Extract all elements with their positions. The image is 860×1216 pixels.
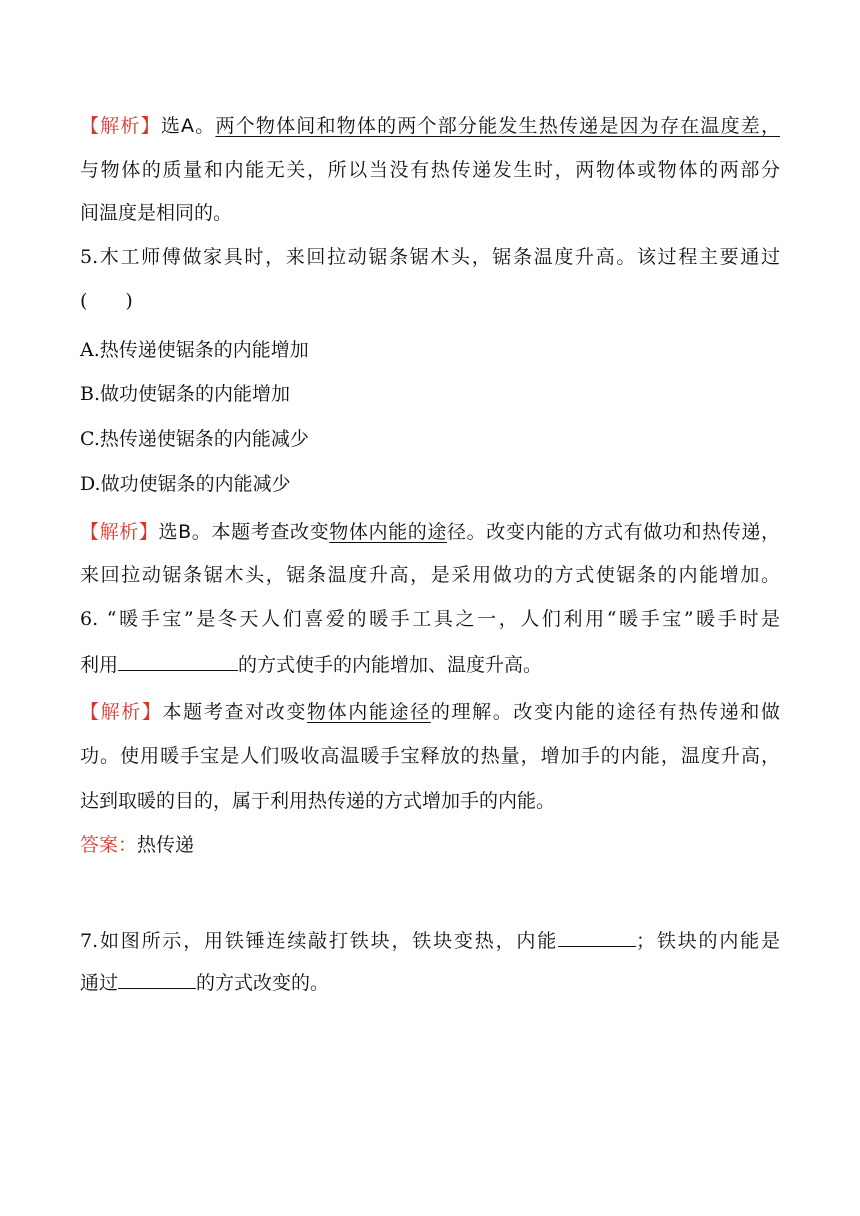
analysis-6-line-2: 功。使用暖手宝是人们吸收高温暖手宝释放的热量，增加手的内能，温度升高，	[80, 745, 780, 767]
analysis-text: 的理解。改变内能的途径有热传递和做	[430, 701, 780, 723]
fill-blank[interactable]	[558, 924, 636, 947]
question-6-line-2	[80, 648, 780, 680]
question-6-line-1: 6. “暖手宝”是冬天人们喜爱的暖手工具之一，人们利用“暖手宝”暖手时是	[80, 608, 780, 630]
analysis-4-line-3: 间温度是相同的。	[80, 202, 233, 224]
question-5-answer-paren: ( )	[80, 290, 133, 312]
question-text: 的方式改变的。	[196, 972, 330, 994]
analysis-choice: 选B。	[158, 521, 212, 543]
analysis-text: 径。改变内能的方式有做功和热传递，	[446, 521, 780, 543]
fill-blank[interactable]	[118, 648, 238, 671]
answer-value: 热传递	[137, 834, 195, 856]
question-text: ；铁块的内能是	[636, 930, 780, 952]
analysis-underlined-text: 物体内能的途	[329, 521, 447, 543]
answer-label: 答案：	[80, 834, 138, 856]
analysis-underlined-text: 物体内能途径	[307, 701, 431, 723]
analysis-tag: 【解析】	[80, 701, 163, 723]
option-a: A.热传递使锯条的内能增加	[80, 339, 309, 361]
question-7-line-1	[80, 924, 780, 956]
question-text: 通过	[80, 972, 119, 994]
question-5-stem: 5.木工师傅做家具时，来回拉动锯条锯木头，锯条温度升高。该过程主要通过	[80, 246, 780, 268]
analysis-5-line-1	[80, 517, 780, 547]
analysis-text: 本题考查改变	[211, 521, 330, 543]
question-text: 利用	[80, 654, 119, 676]
analysis-underlined-text: 两个物体间和物体的两个部分能发生热传递是因为存在温度差，	[215, 115, 780, 137]
analysis-choice: 选A。	[160, 115, 216, 137]
analysis-6-line-3: 达到取暖的目的，属于利用热传递的方式增加手的内能。	[80, 790, 556, 812]
question-text: 的方式使手的内能增加、温度升高。	[238, 654, 543, 676]
analysis-4-line-2: 与物体的质量和内能无关，所以当没有热传递发生时，两物体或物体的两部分	[80, 159, 780, 181]
analysis-6-line-1	[80, 697, 780, 727]
option-b: B.做功使锯条的内能增加	[80, 383, 291, 405]
analysis-5-line-2: 来回拉动锯条锯木头，锯条温度升高，是采用做功的方式使锯条的内能增加。	[80, 564, 780, 586]
analysis-4-line-1	[80, 111, 780, 141]
question-text: 7.如图所示，用铁锤连续敲打铁块，铁块变热，内能	[80, 930, 559, 952]
answer-6	[80, 830, 780, 860]
option-d: D.做功使锯条的内能减少	[80, 473, 291, 495]
analysis-tag: 【解析】	[80, 521, 159, 543]
question-7-line-2	[80, 966, 780, 998]
analysis-text: 本题考查对改变	[162, 701, 307, 723]
fill-blank[interactable]	[118, 966, 196, 989]
analysis-tag: 【解析】	[80, 115, 161, 137]
option-c: C.热传递使锯条的内能减少	[80, 428, 309, 450]
